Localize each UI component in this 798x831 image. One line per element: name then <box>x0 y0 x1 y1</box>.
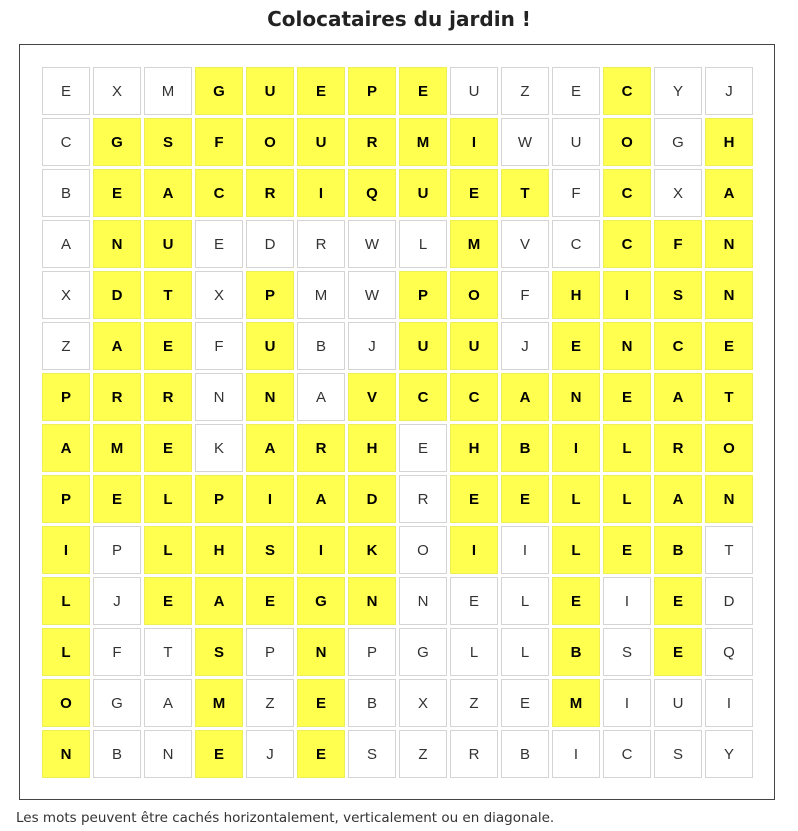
grid-cell[interactable]: T <box>144 628 192 676</box>
grid-cell[interactable]: B <box>297 322 345 370</box>
grid-cell[interactable]: W <box>501 118 549 166</box>
grid-cell-highlighted[interactable]: P <box>246 271 294 319</box>
grid-cell-highlighted[interactable]: H <box>450 424 498 472</box>
grid-cell[interactable]: I <box>552 730 600 778</box>
grid-cell-highlighted[interactable]: K <box>348 526 396 574</box>
grid-cell-highlighted[interactable]: I <box>603 271 651 319</box>
grid-cell-highlighted[interactable]: L <box>42 577 90 625</box>
grid-cell-highlighted[interactable]: L <box>603 475 651 523</box>
grid-cell-highlighted[interactable]: R <box>654 424 702 472</box>
grid-cell[interactable]: Z <box>501 67 549 115</box>
grid-cell[interactable]: G <box>93 679 141 727</box>
grid-cell[interactable]: Z <box>450 679 498 727</box>
grid-cell-highlighted[interactable]: D <box>348 475 396 523</box>
grid-cell-highlighted[interactable]: I <box>450 118 498 166</box>
letter-grid <box>42 67 753 778</box>
grid-cell[interactable]: V <box>501 220 549 268</box>
grid-cell-highlighted[interactable]: D <box>93 271 141 319</box>
grid-cell-highlighted[interactable]: T <box>144 271 192 319</box>
grid-cell-highlighted[interactable]: Q <box>348 169 396 217</box>
grid-cell-highlighted[interactable]: U <box>246 67 294 115</box>
grid-cell[interactable]: C <box>552 220 600 268</box>
grid-cell[interactable]: I <box>705 679 753 727</box>
grid-cell[interactable]: E <box>195 220 243 268</box>
grid-cell-highlighted[interactable]: N <box>348 577 396 625</box>
grid-cell-highlighted[interactable]: A <box>654 373 702 421</box>
grid-cell[interactable]: Q <box>705 628 753 676</box>
grid-cell[interactable]: J <box>705 67 753 115</box>
grid-cell[interactable]: T <box>705 526 753 574</box>
grid-cell-highlighted[interactable]: E <box>297 67 345 115</box>
grid-cell-highlighted[interactable]: C <box>195 169 243 217</box>
grid-cell-highlighted[interactable]: P <box>42 475 90 523</box>
grid-cell-highlighted[interactable]: E <box>552 322 600 370</box>
grid-cell-highlighted[interactable]: E <box>603 526 651 574</box>
grid-cell[interactable]: B <box>93 730 141 778</box>
grid-cell-highlighted[interactable]: E <box>297 730 345 778</box>
grid-cell[interactable]: W <box>348 220 396 268</box>
grid-cell[interactable]: D <box>246 220 294 268</box>
grid-cell-highlighted[interactable]: C <box>450 373 498 421</box>
grid-cell-highlighted[interactable]: P <box>195 475 243 523</box>
grid-cell-highlighted[interactable]: E <box>93 169 141 217</box>
grid-cell-highlighted[interactable]: U <box>144 220 192 268</box>
grid-cell[interactable]: Z <box>42 322 90 370</box>
grid-cell-highlighted[interactable]: S <box>195 628 243 676</box>
grid-cell-highlighted[interactable]: C <box>399 373 447 421</box>
grid-cell-highlighted[interactable]: C <box>603 67 651 115</box>
grid-cell-highlighted[interactable]: H <box>552 271 600 319</box>
grid-cell[interactable]: B <box>348 679 396 727</box>
grid-cell-highlighted[interactable]: L <box>144 475 192 523</box>
grid-cell[interactable]: N <box>195 373 243 421</box>
grid-cell[interactable]: P <box>348 628 396 676</box>
grid-cell[interactable]: F <box>552 169 600 217</box>
grid-cell[interactable]: A <box>42 220 90 268</box>
grid-cell-highlighted[interactable]: I <box>297 169 345 217</box>
instructions-text: Les mots peuvent être cachés horizontalement, verticalement ou en diagonale. <box>16 810 555 826</box>
grid-cell-highlighted[interactable]: E <box>654 628 702 676</box>
grid-cell[interactable]: L <box>399 220 447 268</box>
grid-cell[interactable]: S <box>654 730 702 778</box>
grid-cell-highlighted[interactable]: O <box>450 271 498 319</box>
grid-cell-highlighted[interactable]: O <box>603 118 651 166</box>
grid-cell[interactable]: E <box>501 679 549 727</box>
grid-cell-highlighted[interactable]: C <box>654 322 702 370</box>
grid-cell[interactable]: B <box>501 730 549 778</box>
grid-cell[interactable]: Z <box>246 679 294 727</box>
grid-cell-highlighted[interactable]: E <box>144 577 192 625</box>
grid-cell-highlighted[interactable]: N <box>705 475 753 523</box>
grid-cell-highlighted[interactable]: L <box>144 526 192 574</box>
grid-cell-highlighted[interactable]: H <box>705 118 753 166</box>
grid-cell[interactable]: A <box>144 679 192 727</box>
grid-cell-highlighted[interactable]: O <box>42 679 90 727</box>
grid-cell-highlighted[interactable]: N <box>552 373 600 421</box>
grid-cell-highlighted[interactable]: A <box>195 577 243 625</box>
grid-cell[interactable]: J <box>501 322 549 370</box>
grid-cell-highlighted[interactable]: P <box>348 67 396 115</box>
grid-cell-highlighted[interactable]: E <box>552 577 600 625</box>
grid-cell-highlighted[interactable]: L <box>552 526 600 574</box>
grid-cell[interactable]: Z <box>399 730 447 778</box>
grid-cell-highlighted[interactable]: F <box>195 118 243 166</box>
grid-cell-highlighted[interactable]: V <box>348 373 396 421</box>
grid-cell[interactable]: M <box>297 271 345 319</box>
grid-cell-highlighted[interactable]: N <box>297 628 345 676</box>
grid-cell-highlighted[interactable]: E <box>195 730 243 778</box>
grid-cell-highlighted[interactable]: M <box>93 424 141 472</box>
grid-cell-highlighted[interactable]: A <box>297 475 345 523</box>
grid-cell[interactable]: J <box>246 730 294 778</box>
grid-cell-highlighted[interactable]: A <box>246 424 294 472</box>
grid-cell-highlighted[interactable]: P <box>399 271 447 319</box>
grid-cell[interactable]: N <box>144 730 192 778</box>
grid-cell[interactable]: I <box>603 577 651 625</box>
grid-cell[interactable]: K <box>195 424 243 472</box>
grid-cell[interactable]: L <box>501 628 549 676</box>
grid-cell-highlighted[interactable]: O <box>246 118 294 166</box>
grid-cell-highlighted[interactable]: O <box>705 424 753 472</box>
grid-cell-highlighted[interactable]: U <box>297 118 345 166</box>
grid-cell-highlighted[interactable]: I <box>246 475 294 523</box>
grid-cell-highlighted[interactable]: R <box>144 373 192 421</box>
grid-cell[interactable]: W <box>348 271 396 319</box>
grid-cell[interactable]: R <box>399 475 447 523</box>
grid-cell-highlighted[interactable]: H <box>348 424 396 472</box>
grid-cell-highlighted[interactable]: U <box>399 322 447 370</box>
grid-cell-highlighted[interactable]: S <box>654 271 702 319</box>
grid-cell-highlighted[interactable]: S <box>144 118 192 166</box>
grid-cell[interactable]: O <box>399 526 447 574</box>
grid-cell-highlighted[interactable]: E <box>144 424 192 472</box>
grid-cell-highlighted[interactable]: A <box>654 475 702 523</box>
grid-cell-highlighted[interactable]: B <box>654 526 702 574</box>
grid-cell[interactable]: F <box>501 271 549 319</box>
grid-cell-highlighted[interactable]: E <box>399 67 447 115</box>
grid-cell[interactable]: U <box>450 67 498 115</box>
grid-cell[interactable]: P <box>93 526 141 574</box>
grid-cell-highlighted[interactable]: L <box>552 475 600 523</box>
grid-cell-highlighted[interactable]: G <box>195 67 243 115</box>
grid-cell-highlighted[interactable]: F <box>654 220 702 268</box>
grid-cell[interactable]: M <box>144 67 192 115</box>
grid-cell-highlighted[interactable]: E <box>144 322 192 370</box>
grid-cell[interactable]: X <box>93 67 141 115</box>
grid-cell-highlighted[interactable]: E <box>246 577 294 625</box>
grid-cell-highlighted[interactable]: R <box>348 118 396 166</box>
grid-cell-highlighted[interactable]: L <box>603 424 651 472</box>
grid-cell[interactable]: L <box>501 577 549 625</box>
grid-cell[interactable]: U <box>654 679 702 727</box>
grid-cell-highlighted[interactable]: E <box>654 577 702 625</box>
grid-cell-highlighted[interactable]: A <box>93 322 141 370</box>
grid-cell[interactable]: D <box>705 577 753 625</box>
grid-cell-highlighted[interactable]: E <box>450 169 498 217</box>
grid-cell-highlighted[interactable]: N <box>603 322 651 370</box>
grid-cell-highlighted[interactable]: E <box>603 373 651 421</box>
grid-cell-highlighted[interactable]: M <box>552 679 600 727</box>
grid-cell-highlighted[interactable]: I <box>552 424 600 472</box>
grid-cell[interactable]: E <box>552 67 600 115</box>
grid-cell[interactable]: F <box>93 628 141 676</box>
grid-cell[interactable]: U <box>552 118 600 166</box>
grid-cell[interactable]: R <box>450 730 498 778</box>
grid-cell-highlighted[interactable]: A <box>144 169 192 217</box>
grid-cell-highlighted[interactable]: I <box>450 526 498 574</box>
grid-cell-highlighted[interactable]: E <box>450 475 498 523</box>
grid-cell-highlighted[interactable]: C <box>603 220 651 268</box>
grid-cell-highlighted[interactable]: A <box>705 169 753 217</box>
grid-cell-highlighted[interactable]: R <box>246 169 294 217</box>
grid-cell-highlighted[interactable]: U <box>450 322 498 370</box>
grid-cell[interactable]: C <box>42 118 90 166</box>
grid-cell-highlighted[interactable]: P <box>42 373 90 421</box>
grid-cell[interactable]: R <box>297 220 345 268</box>
grid-cell-highlighted[interactable]: R <box>93 373 141 421</box>
grid-cell[interactable]: I <box>501 526 549 574</box>
grid-cell[interactable]: J <box>93 577 141 625</box>
grid-cell-highlighted[interactable]: T <box>705 373 753 421</box>
grid-cell[interactable]: X <box>42 271 90 319</box>
page-title: Colocataires du jardin ! <box>267 7 531 31</box>
grid-cell-highlighted[interactable]: G <box>93 118 141 166</box>
grid-cell[interactable]: Y <box>705 730 753 778</box>
grid-cell-highlighted[interactable]: C <box>603 169 651 217</box>
word-search-board <box>19 44 775 800</box>
grid-cell-highlighted[interactable]: L <box>42 628 90 676</box>
grid-cell-highlighted[interactable]: N <box>705 271 753 319</box>
grid-cell-highlighted[interactable]: M <box>450 220 498 268</box>
grid-cell[interactable]: X <box>195 271 243 319</box>
grid-cell-highlighted[interactable]: I <box>42 526 90 574</box>
grid-cell-highlighted[interactable]: N <box>705 220 753 268</box>
grid-cell-highlighted[interactable]: B <box>501 424 549 472</box>
grid-cell-highlighted[interactable]: N <box>246 373 294 421</box>
grid-cell[interactable]: X <box>399 679 447 727</box>
grid-cell-highlighted[interactable]: E <box>705 322 753 370</box>
grid-cell[interactable]: G <box>399 628 447 676</box>
grid-cell-highlighted[interactable]: S <box>246 526 294 574</box>
grid-cell-highlighted[interactable]: E <box>93 475 141 523</box>
grid-cell[interactable]: B <box>42 169 90 217</box>
grid-cell-highlighted[interactable]: A <box>501 373 549 421</box>
grid-cell-highlighted[interactable]: T <box>501 169 549 217</box>
grid-cell-highlighted[interactable]: U <box>246 322 294 370</box>
grid-cell-highlighted[interactable]: I <box>297 526 345 574</box>
grid-cell-highlighted[interactable]: E <box>297 679 345 727</box>
grid-cell[interactable]: I <box>603 679 651 727</box>
grid-cell-highlighted[interactable]: M <box>195 679 243 727</box>
grid-cell[interactable]: N <box>399 577 447 625</box>
grid-cell[interactable]: X <box>654 169 702 217</box>
grid-cell-highlighted[interactable]: U <box>399 169 447 217</box>
grid-cell[interactable]: S <box>348 730 396 778</box>
grid-cell-highlighted[interactable]: N <box>42 730 90 778</box>
grid-cell[interactable]: F <box>195 322 243 370</box>
grid-cell-highlighted[interactable]: H <box>195 526 243 574</box>
grid-cell[interactable]: A <box>297 373 345 421</box>
grid-cell[interactable]: J <box>348 322 396 370</box>
grid-cell[interactable]: Y <box>654 67 702 115</box>
grid-cell[interactable]: P <box>246 628 294 676</box>
grid-cell[interactable]: S <box>603 628 651 676</box>
grid-cell[interactable]: C <box>603 730 651 778</box>
grid-cell[interactable]: E <box>399 424 447 472</box>
grid-cell[interactable]: E <box>42 67 90 115</box>
grid-cell-highlighted[interactable]: B <box>552 628 600 676</box>
grid-cell[interactable]: E <box>450 577 498 625</box>
grid-cell[interactable]: L <box>450 628 498 676</box>
grid-cell-highlighted[interactable]: N <box>93 220 141 268</box>
grid-cell-highlighted[interactable]: M <box>399 118 447 166</box>
grid-cell-highlighted[interactable]: G <box>297 577 345 625</box>
grid-cell-highlighted[interactable]: A <box>42 424 90 472</box>
grid-cell-highlighted[interactable]: E <box>501 475 549 523</box>
grid-cell-highlighted[interactable]: R <box>297 424 345 472</box>
grid-cell[interactable]: G <box>654 118 702 166</box>
